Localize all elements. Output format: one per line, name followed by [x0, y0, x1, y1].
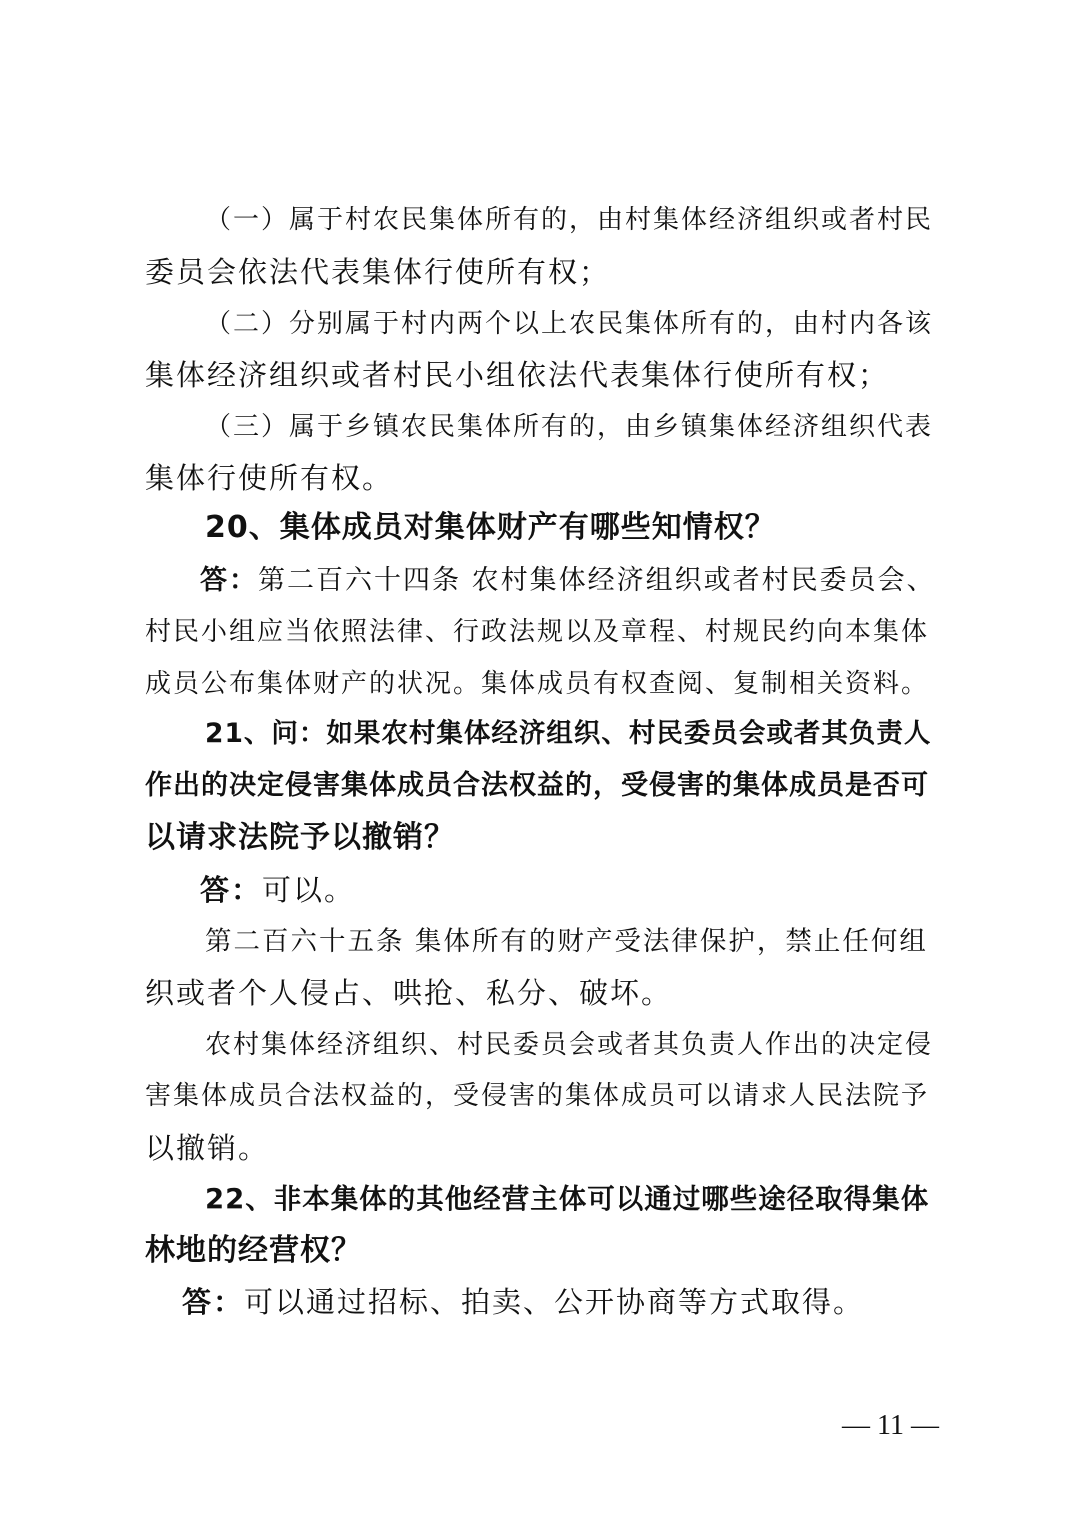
paragraph-line: 第二百六十五条 集体所有的财产受法律保护，禁止任何组: [205, 926, 928, 957]
paragraph-line: 农村集体经济组织、村民委员会或者其负责人作出的决定侵: [205, 1030, 934, 1060]
paragraph-line: （二）分别属于村内两个以上农民集体所有的，由村内各该: [205, 309, 934, 339]
answer-label: 答：: [182, 1285, 245, 1319]
answer-line: [182, 1284, 864, 1320]
paragraph-line: 织或者个人侵占、哄抢、私分、破坏。: [145, 976, 673, 1010]
answer-label: 答：: [200, 565, 258, 596]
question-heading: 以请求法院予以撤销？: [145, 820, 455, 855]
paragraph-line: 集体经济组织或者村民小组依法代表集体行使所有权；: [145, 358, 890, 392]
answer-text: 第二百六十四条 农村集体经济组织或者村民委员会、: [258, 565, 936, 596]
answer-text: 可以通过招标、拍卖、公开协商等方式取得。: [244, 1285, 865, 1319]
paragraph-line: 成员公布集体财产的状况。集体成员有权查阅、复制相关资料。: [145, 669, 930, 699]
paragraph-line: 委员会依法代表集体行使所有权；: [145, 255, 611, 289]
paragraph-line: 村民小组应当依照法律、行政法规以及章程、村规民约向本集体: [145, 617, 930, 647]
paragraph-line: （三）属于乡镇农民集体所有的，由乡镇集体经济组织代表: [205, 412, 934, 442]
question-heading: 20、集体成员对集体财产有哪些知情权？: [205, 510, 776, 545]
paragraph-line: 集体行使所有权。: [145, 461, 394, 495]
question-heading: 林地的经营权？: [145, 1233, 362, 1268]
answer-line: [200, 872, 355, 908]
question-heading: 作出的决定侵害集体成员合法权益的，受侵害的集体成员是否可: [145, 770, 929, 801]
answer-text: 可以。: [262, 873, 356, 907]
question-heading: 21、问：如果农村集体经济组织、村民委员会或者其负责人: [205, 718, 932, 749]
answer-label: 答：: [200, 873, 263, 907]
answer-line: [200, 563, 936, 599]
paragraph-line: 害集体成员合法权益的，受侵害的集体成员可以请求人民法院予: [145, 1081, 930, 1111]
question-heading: 22、非本集体的其他经营主体可以通过哪些途径取得集体: [205, 1183, 930, 1215]
paragraph-line: （一）属于村农民集体所有的，由村集体经济组织或者村民: [205, 205, 934, 235]
paragraph-line: 以撤销。: [145, 1131, 270, 1165]
page-number: — 11 —: [842, 1410, 939, 1441]
